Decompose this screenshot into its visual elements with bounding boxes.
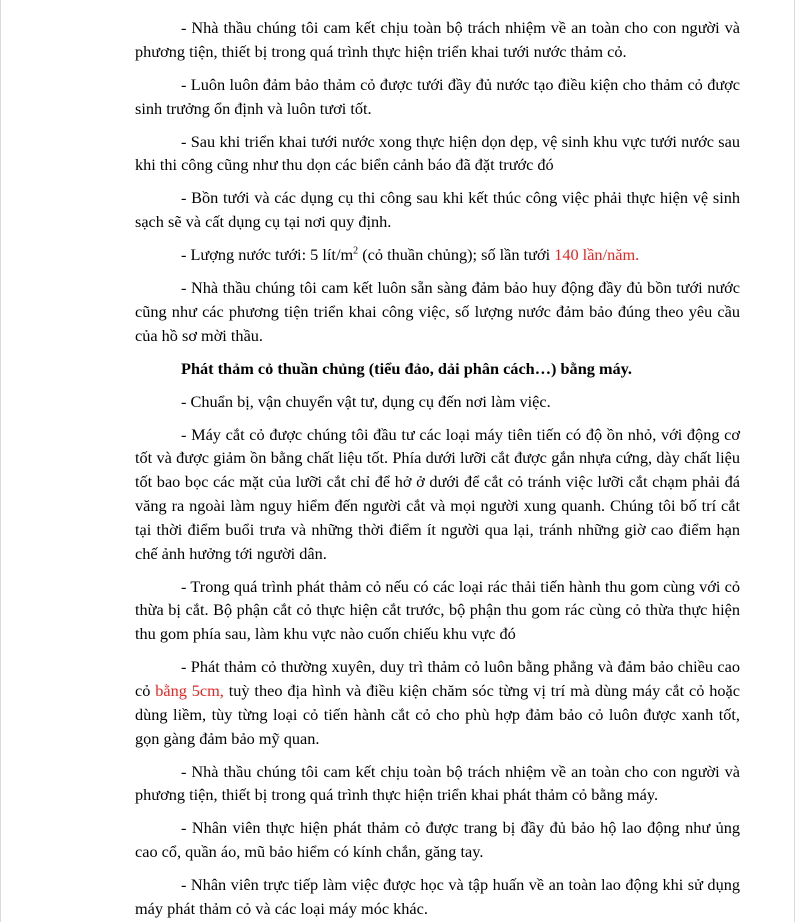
paragraph-text: - Nhân viên trực tiếp làm việc được học và tập huấn về an toàn lao động khi sử dụng máy phát thảm cỏ và các loại máy móc khác. — [135, 875, 740, 918]
paragraph — [135, 186, 740, 234]
highlighted-text: bằng 5cm, — [155, 681, 224, 700]
paragraph — [135, 655, 740, 750]
paragraph — [135, 816, 740, 864]
paragraph — [135, 73, 740, 121]
paragraph — [135, 873, 740, 921]
paragraph-text: - Sau khi triển khai tưới nước xong thực hiện dọn dẹp, vệ sinh khu vực tưới nước sau khi thi công cũng như thu dọn các biển cảnh báo đã đặt trước đó — [135, 131, 740, 175]
paragraph-text: - Nhân viên thực hiện phát thảm cỏ được trang bị đầy đủ bảo hộ lao động như ủng cao cổ, quần áo, mũ bảo hiểm có kính chắn, găng tay. — [135, 818, 740, 862]
paragraph — [135, 243, 740, 267]
paragraph-text: (cỏ thuần chủng); số lần tưới — [358, 245, 555, 265]
paragraph-text: Phát thảm cỏ thuần chủng (tiểu đảo, dải phân cách…) bằng máy. — [181, 358, 632, 378]
paragraph — [135, 575, 740, 646]
document-body — [135, 16, 740, 922]
paragraph-text: - Luôn luôn đảm bảo thảm cỏ được tưới đầy đủ nước tạo điều kiện cho thảm cỏ được sinh trưởng ổn định và luôn tươi tốt. — [135, 74, 740, 118]
paragraph-text: - Trong quá trình phát thảm cỏ nếu có các loại rác thải tiến hành thu gom cùng với cỏ thừa bị cắt. Bộ phận cắt cỏ thực hiện cắt trước, bộ phận thu gom rác cùng cỏ thừa thực hiện thu gom phía sau, làm khu vực nào cuốn chiếu khu vực đó — [135, 576, 740, 644]
paragraph-text: - Bồn tưới và các dụng cụ thi công sau khi kết thúc công việc phải thực hiện vệ sinh sạch sẽ và cất dụng cụ tại nơi quy định. — [135, 188, 740, 232]
paragraph — [135, 16, 740, 64]
paragraph — [135, 390, 740, 414]
paragraph — [135, 130, 740, 178]
paragraph — [135, 276, 740, 347]
paragraph-text: - Phát thảm cỏ thường xuyên, duy trì thảm cỏ luôn bằng phẳng và đảm bảo chiều cao cỏ — [135, 657, 740, 700]
paragraph — [135, 760, 740, 808]
paragraph-text: - Máy cắt cỏ được chúng tôi đầu tư các loại máy tiên tiến có độ ồn nhỏ, với động cơ tốt và được giảm ồn bằng chất liệu tốt. Phía dưới lưỡi cắt được gắn nhựa cứng, dày chất liệu tốt bao bọc các mặt của lưỡi cắt chỉ để hở ở dưới để cắt cỏ tránh việc lưỡi cắt chạm phải đá văng ra ngoài làm nguy hiểm đến người cắt và mọi người xung quanh. Chúng tôi bố trí cắt tại thời điểm buổi trưa và những thời điểm ít người qua lại, tránh những giờ cao điểm hạn chế ảnh hưởng tới người dân. — [135, 424, 740, 563]
paragraph — [135, 423, 740, 566]
superscript-text: 2 — [353, 245, 359, 257]
paragraph-text: - Chuẩn bị, vận chuyển vật tư, dụng cụ đến nơi làm việc. — [181, 391, 551, 411]
highlighted-text: 140 lần/năm. — [554, 245, 640, 265]
paragraph-text: - Nhà thầu chúng tôi cam kết chịu toàn bộ trách nhiệm về an toàn cho con người và phương tiện, thiết bị trong quá trình thực hiện triển khai tưới nước thảm cỏ. — [135, 18, 740, 61]
paragraph-text: - Nhà thầu chúng tôi cam kết luôn sẵn sàng đảm bảo huy động đầy đủ bồn tưới nước cũng như các phương tiện triển khai công việc, số lượng nước đảm bảo đúng theo yêu cầu của hồ sơ mời thầu. — [135, 278, 740, 345]
paragraph-text: - Lượng nước tưới: 5 lít/m — [181, 245, 354, 265]
paragraph-text: tuỳ theo địa hình và điều kiện chăm sóc từng vị trí mà dùng máy cắt cỏ hoặc dùng liềm, tùy từng loại cỏ tiến hành cắt cỏ cho phù hợp đảm bảo cỏ luôn được xanh tốt, gọn gàng đảm bảo mỹ quan. — [135, 681, 740, 748]
section-heading — [135, 357, 740, 381]
paragraph-text: - Nhà thầu chúng tôi cam kết chịu toàn bộ trách nhiệm về an toàn cho con người và phương tiện, thiết bị trong quá trình thực hiện triển khai phát thảm cỏ bằng máy. — [135, 761, 740, 805]
